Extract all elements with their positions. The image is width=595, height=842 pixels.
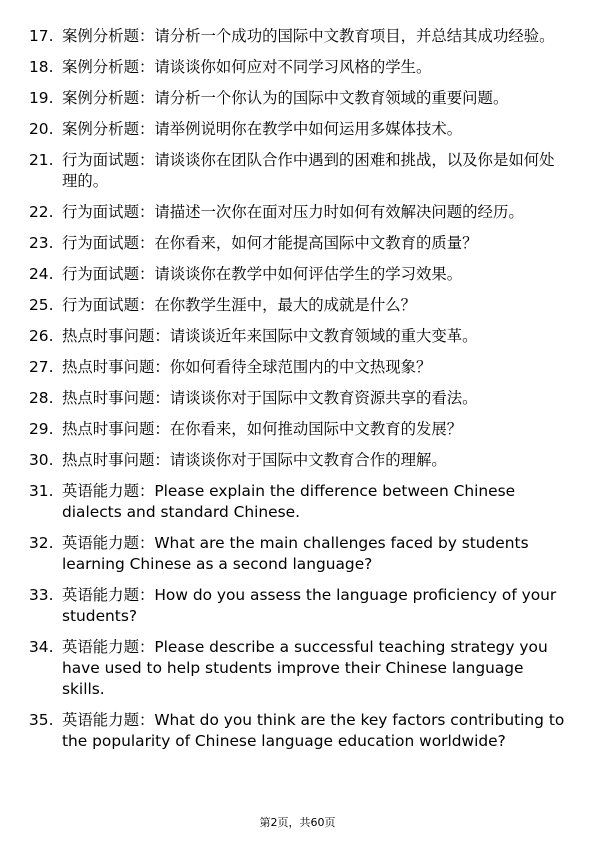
question-number: 19. [29, 89, 54, 107]
question-item [29, 637, 569, 700]
question-item [29, 264, 569, 285]
page-footer: 第2页，共60页 [259, 816, 336, 829]
question-item [29, 119, 569, 140]
question-number: 21. [29, 151, 54, 169]
question-text: 案例分析题：请谈谈你如何应对不同学习风格的学生。 [62, 58, 432, 76]
question-item [29, 357, 569, 378]
question-number: 22. [29, 203, 54, 221]
question-item [29, 150, 569, 192]
question-text: 英语能力题：What do you think are the key factors contributing to the popularity of Chinese language education worldwide? [62, 711, 565, 750]
question-number: 28. [29, 389, 54, 407]
question-number: 33. [29, 586, 54, 604]
question-number: 18. [29, 58, 54, 76]
question-text: 热点时事问题：请谈谈你对于国际中文教育合作的理解。 [62, 451, 447, 469]
question-text: 英语能力题：Please explain the difference between Chinese dialects and standard Chinese. [62, 482, 516, 521]
question-text: 热点时事问题：在你看来，如何推动国际中文教育的发展？ [62, 420, 463, 438]
question-text: 案例分析题：请举例说明你在教学中如何运用多媒体技术。 [62, 120, 463, 138]
question-text: 案例分析题：请分析一个你认为的国际中文教育领域的重要问题。 [62, 89, 509, 107]
question-text: 英语能力题：What are the main challenges faced by students learning Chinese as a second language? [62, 534, 529, 573]
question-number: 35. [29, 711, 54, 729]
question-number: 25. [29, 296, 54, 314]
question-number: 23. [29, 234, 54, 252]
question-number: 20. [29, 120, 54, 138]
question-number: 17. [29, 27, 54, 45]
question-item [29, 710, 569, 752]
question-number: 31. [29, 482, 54, 500]
question-item [29, 233, 569, 254]
question-item [29, 388, 569, 409]
question-item [29, 326, 569, 347]
question-text: 热点时事问题：你如何看待全球范围内的中文热现象？ [62, 358, 432, 376]
question-text: 行为面试题：在你教学生涯中，最大的成就是什么？ [62, 296, 416, 314]
question-text: 英语能力题：Please describe a successful teaching strategy you have used to help students improve their Chinese language skills. [62, 638, 548, 698]
question-text: 案例分析题：请分析一个成功的国际中文教育项目，并总结其成功经验。 [62, 27, 555, 45]
question-item [29, 450, 569, 471]
question-item [29, 481, 569, 523]
question-item [29, 533, 569, 575]
question-item [29, 295, 569, 316]
question-number: 34. [29, 638, 54, 656]
question-text: 热点时事问题：请谈谈近年来国际中文教育领域的重大变革。 [62, 327, 478, 345]
question-item [29, 202, 569, 223]
question-text: 行为面试题：请描述一次你在面对压力时如何有效解决问题的经历。 [62, 203, 524, 221]
question-text: 行为面试题：请谈谈你在团队合作中遇到的困难和挑战，以及你是如何处理的。 [62, 151, 555, 190]
question-number: 24. [29, 265, 54, 283]
question-item [29, 26, 569, 47]
question-item [29, 419, 569, 440]
question-text: 英语能力题：How do you assess the language proficiency of your students? [62, 586, 557, 625]
question-number: 26. [29, 327, 54, 345]
question-item [29, 57, 569, 78]
question-item [29, 585, 569, 627]
question-text: 行为面试题：请谈谈你在教学中如何评估学生的学习效果。 [62, 265, 463, 283]
question-text: 行为面试题：在你看来，如何才能提高国际中文教育的质量？ [62, 234, 478, 252]
question-list [29, 26, 569, 762]
question-number: 32. [29, 534, 54, 552]
question-text: 热点时事问题：请谈谈你对于国际中文教育资源共享的看法。 [62, 389, 478, 407]
question-number: 30. [29, 451, 54, 469]
question-number: 27. [29, 358, 54, 376]
question-number: 29. [29, 420, 54, 438]
question-item [29, 88, 569, 109]
